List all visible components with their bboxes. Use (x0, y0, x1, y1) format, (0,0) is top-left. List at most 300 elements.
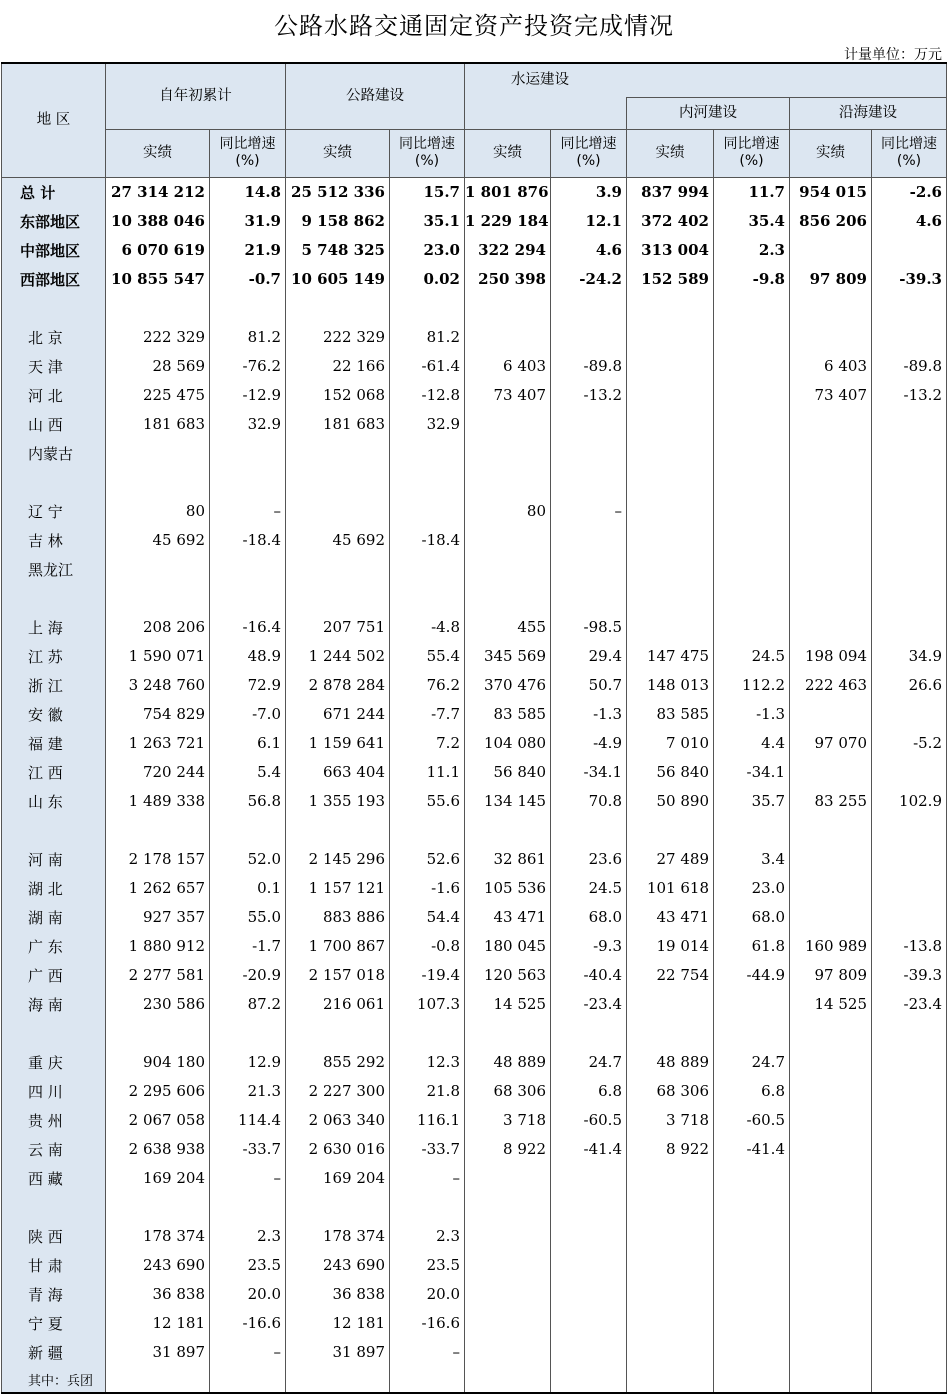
yoy-cell (714, 323, 790, 352)
table-row (2, 1164, 947, 1193)
table-row (2, 526, 947, 555)
header-yoy-label: 同比增速 (723, 136, 780, 152)
actual-cell (465, 1251, 551, 1280)
yoy-cell: 21.3 (210, 1077, 286, 1106)
actual-cell: 1 229 184 (465, 207, 551, 236)
actual-cell: 36 838 (106, 1280, 210, 1309)
yoy-cell (551, 1019, 627, 1048)
region-cell (2, 816, 106, 845)
actual-cell: 1 262 657 (106, 874, 210, 903)
yoy-cell: – (390, 1164, 465, 1193)
actual-cell (790, 1135, 872, 1164)
actual-cell: 45 692 (286, 526, 390, 555)
header-yoy (210, 129, 286, 177)
yoy-cell (714, 1222, 790, 1251)
actual-cell (790, 1338, 872, 1367)
yoy-cell: 23.5 (210, 1251, 286, 1280)
actual-cell: 10 605 149 (286, 265, 390, 294)
actual-cell: 48 889 (465, 1048, 551, 1077)
yoy-cell: 4.6 (872, 207, 947, 236)
table-row (2, 1019, 947, 1048)
actual-cell: 181 683 (286, 410, 390, 439)
yoy-cell: 23.5 (390, 1251, 465, 1280)
yoy-cell: -1.6 (390, 874, 465, 903)
actual-cell (627, 410, 714, 439)
yoy-cell: 35.1 (390, 207, 465, 236)
region-cell: 河 南 (2, 845, 106, 874)
table-row (2, 1367, 947, 1393)
yoy-cell: -16.6 (210, 1309, 286, 1338)
yoy-cell (210, 1019, 286, 1048)
header-actual: 实绩 (106, 129, 210, 177)
yoy-cell: 23.6 (551, 845, 627, 874)
actual-cell: 152 068 (286, 381, 390, 410)
actual-cell: 3 248 760 (106, 671, 210, 700)
actual-cell: 372 402 (627, 207, 714, 236)
yoy-cell (872, 1077, 947, 1106)
actual-cell: 105 536 (465, 874, 551, 903)
actual-cell: 222 329 (106, 323, 210, 352)
actual-cell: 169 204 (286, 1164, 390, 1193)
yoy-cell: -12.8 (390, 381, 465, 410)
yoy-cell: 76.2 (390, 671, 465, 700)
yoy-cell: -13.8 (872, 932, 947, 961)
yoy-cell (872, 1106, 947, 1135)
header-yoy-unit: (%) (576, 153, 601, 169)
actual-cell (790, 323, 872, 352)
yoy-cell: 35.4 (714, 207, 790, 236)
actual-cell (627, 613, 714, 642)
actual-cell: 68 306 (465, 1077, 551, 1106)
actual-cell (627, 555, 714, 584)
actual-cell (627, 1222, 714, 1251)
actual-cell: 27 489 (627, 845, 714, 874)
yoy-cell: -1.7 (210, 932, 286, 961)
yoy-cell (551, 468, 627, 497)
yoy-cell: -7.7 (390, 700, 465, 729)
yoy-cell (551, 526, 627, 555)
region-cell: 上 海 (2, 613, 106, 642)
actual-cell (465, 584, 551, 613)
actual-cell: 230 586 (106, 990, 210, 1019)
header-yoy (390, 129, 465, 177)
page-title: 公路水路交通固定资产投资完成情况 (274, 12, 674, 40)
actual-cell: 12 181 (286, 1309, 390, 1338)
yoy-cell: -98.5 (551, 613, 627, 642)
actual-cell (790, 555, 872, 584)
yoy-cell: 32.9 (390, 410, 465, 439)
yoy-cell: -39.3 (872, 265, 947, 294)
header-coastal: 沿海建设 (790, 97, 947, 129)
yoy-cell (714, 1164, 790, 1193)
region-cell: 四 川 (2, 1077, 106, 1106)
yoy-cell: 11.1 (390, 758, 465, 787)
header-actual: 实绩 (790, 129, 872, 177)
actual-cell: 225 475 (106, 381, 210, 410)
yoy-cell: 114.4 (210, 1106, 286, 1135)
investment-table (1, 62, 947, 1394)
yoy-cell (872, 874, 947, 903)
yoy-cell (872, 1193, 947, 1222)
yoy-cell (551, 1309, 627, 1338)
table-row (2, 410, 947, 439)
actual-cell: 345 569 (465, 642, 551, 671)
yoy-cell (872, 1135, 947, 1164)
actual-cell (106, 584, 210, 613)
yoy-cell (210, 555, 286, 584)
yoy-cell (872, 294, 947, 323)
actual-cell (286, 439, 390, 468)
actual-cell (790, 845, 872, 874)
yoy-cell: 21.9 (210, 236, 286, 265)
yoy-cell (714, 294, 790, 323)
actual-cell: 1 801 876 (465, 177, 551, 207)
yoy-cell (872, 700, 947, 729)
actual-cell: 169 204 (106, 1164, 210, 1193)
yoy-cell: 56.8 (210, 787, 286, 816)
yoy-cell: -44.9 (714, 961, 790, 990)
header-yoy (551, 129, 627, 177)
actual-cell: 45 692 (106, 526, 210, 555)
yoy-cell: 24.5 (714, 642, 790, 671)
table-row (2, 294, 947, 323)
region-cell: 河 北 (2, 381, 106, 410)
yoy-cell (390, 497, 465, 526)
yoy-cell (390, 1193, 465, 1222)
actual-cell (465, 468, 551, 497)
actual-cell: 28 569 (106, 352, 210, 381)
actual-cell: 22 166 (286, 352, 390, 381)
actual-cell (790, 903, 872, 932)
actual-cell: 1 159 641 (286, 729, 390, 758)
header-yoy-unit: (%) (235, 153, 260, 169)
yoy-cell: 107.3 (390, 990, 465, 1019)
yoy-cell: -41.4 (551, 1135, 627, 1164)
actual-cell (790, 410, 872, 439)
yoy-cell: -13.2 (551, 381, 627, 410)
yoy-cell: 68.0 (551, 903, 627, 932)
actual-cell (465, 1019, 551, 1048)
actual-cell: 2 157 018 (286, 961, 390, 990)
region-cell: 其中：兵团 (2, 1367, 106, 1393)
actual-cell: 6 403 (790, 352, 872, 381)
header-actual: 实绩 (627, 129, 714, 177)
yoy-cell (390, 1019, 465, 1048)
yoy-cell: 112.2 (714, 671, 790, 700)
yoy-cell: -7.0 (210, 700, 286, 729)
actual-cell: 1 700 867 (286, 932, 390, 961)
yoy-cell: -33.7 (390, 1135, 465, 1164)
yoy-cell: 87.2 (210, 990, 286, 1019)
yoy-cell: -4.8 (390, 613, 465, 642)
table-row (2, 729, 947, 758)
yoy-cell: -34.1 (714, 758, 790, 787)
yoy-cell: 3.9 (551, 177, 627, 207)
actual-cell: 147 475 (627, 642, 714, 671)
actual-cell: 152 589 (627, 265, 714, 294)
yoy-cell: 116.1 (390, 1106, 465, 1135)
yoy-cell (872, 584, 947, 613)
yoy-cell: 2.3 (210, 1222, 286, 1251)
actual-cell (465, 1280, 551, 1309)
actual-cell (106, 439, 210, 468)
actual-cell: 883 886 (286, 903, 390, 932)
actual-cell: 12 181 (106, 1309, 210, 1338)
actual-cell (627, 439, 714, 468)
actual-cell (790, 700, 872, 729)
actual-cell: 2 067 058 (106, 1106, 210, 1135)
header-yoy-unit: (%) (739, 153, 764, 169)
yoy-cell: 6.8 (714, 1077, 790, 1106)
actual-cell (106, 1019, 210, 1048)
yoy-cell (210, 294, 286, 323)
actual-cell (627, 468, 714, 497)
yoy-cell: 31.9 (210, 207, 286, 236)
yoy-cell (872, 1048, 947, 1077)
yoy-cell (551, 323, 627, 352)
actual-cell: 313 004 (627, 236, 714, 265)
region-cell: 广 东 (2, 932, 106, 961)
actual-cell: 80 (106, 497, 210, 526)
actual-cell: 104 080 (465, 729, 551, 758)
actual-cell: 97 809 (790, 961, 872, 990)
actual-cell (790, 1019, 872, 1048)
yoy-cell (872, 526, 947, 555)
header-waterway-spacer (465, 97, 627, 129)
actual-cell: 10 388 046 (106, 207, 210, 236)
yoy-cell: -89.8 (872, 352, 947, 381)
actual-cell: 2 178 157 (106, 845, 210, 874)
actual-cell (790, 468, 872, 497)
actual-cell: 10 855 547 (106, 265, 210, 294)
table-row (2, 1077, 947, 1106)
table-row (2, 845, 947, 874)
actual-cell: 2 630 016 (286, 1135, 390, 1164)
actual-cell: 455 (465, 613, 551, 642)
actual-cell (286, 816, 390, 845)
actual-cell: 68 306 (627, 1077, 714, 1106)
yoy-cell (872, 1164, 947, 1193)
actual-cell: 222 463 (790, 671, 872, 700)
yoy-cell (714, 1367, 790, 1393)
actual-cell: 663 404 (286, 758, 390, 787)
actual-cell: 3 718 (465, 1106, 551, 1135)
actual-cell (465, 1338, 551, 1367)
actual-cell: 27 314 212 (106, 177, 210, 207)
yoy-cell (210, 584, 286, 613)
yoy-cell (714, 555, 790, 584)
actual-cell: 1 355 193 (286, 787, 390, 816)
actual-cell (465, 816, 551, 845)
yoy-cell: 4.6 (551, 236, 627, 265)
yoy-cell: 26.6 (872, 671, 947, 700)
actual-cell: 2 145 296 (286, 845, 390, 874)
region-cell: 重 庆 (2, 1048, 106, 1077)
actual-cell: 1 244 502 (286, 642, 390, 671)
actual-cell (106, 1367, 210, 1393)
yoy-cell: 102.9 (872, 787, 947, 816)
yoy-cell (551, 439, 627, 468)
region-cell: 内蒙古 (2, 439, 106, 468)
yoy-cell: -2.6 (872, 177, 947, 207)
table-row (2, 207, 947, 236)
actual-cell: 3 718 (627, 1106, 714, 1135)
actual-cell: 2 277 581 (106, 961, 210, 990)
yoy-cell (551, 584, 627, 613)
yoy-cell (872, 410, 947, 439)
yoy-cell (714, 410, 790, 439)
region-cell: 吉 林 (2, 526, 106, 555)
actual-cell (627, 1280, 714, 1309)
table-row (2, 613, 947, 642)
actual-cell (790, 1106, 872, 1135)
yoy-cell: 12.1 (551, 207, 627, 236)
actual-cell: 2 227 300 (286, 1077, 390, 1106)
actual-cell: 856 206 (790, 207, 872, 236)
yoy-cell (714, 526, 790, 555)
yoy-cell: -33.7 (210, 1135, 286, 1164)
yoy-cell: 52.6 (390, 845, 465, 874)
table-row (2, 671, 947, 700)
actual-cell: 32 861 (465, 845, 551, 874)
table-row (2, 584, 947, 613)
actual-cell (790, 1367, 872, 1393)
yoy-cell: 4.4 (714, 729, 790, 758)
region-cell: 宁 夏 (2, 1309, 106, 1338)
yoy-cell: – (551, 497, 627, 526)
actual-cell (286, 294, 390, 323)
yoy-cell: -60.5 (714, 1106, 790, 1135)
yoy-cell (390, 584, 465, 613)
region-cell: 浙 江 (2, 671, 106, 700)
region-cell: 海 南 (2, 990, 106, 1019)
yoy-cell: 34.9 (872, 642, 947, 671)
table-row (2, 352, 947, 381)
actual-cell: 1 880 912 (106, 932, 210, 961)
header-cumulative: 自年初累计 (106, 63, 286, 129)
yoy-cell (872, 1222, 947, 1251)
table-row (2, 236, 947, 265)
actual-cell (286, 1193, 390, 1222)
actual-cell (790, 874, 872, 903)
header-yoy-unit: (%) (896, 153, 922, 169)
yoy-cell: 54.4 (390, 903, 465, 932)
yoy-cell: -60.5 (551, 1106, 627, 1135)
yoy-cell: 7.2 (390, 729, 465, 758)
actual-cell: 1 590 071 (106, 642, 210, 671)
actual-cell (286, 468, 390, 497)
header-highway: 公路建设 (286, 63, 465, 129)
yoy-cell: -13.2 (872, 381, 947, 410)
table-row (2, 700, 947, 729)
yoy-cell (714, 468, 790, 497)
actual-cell: 208 206 (106, 613, 210, 642)
table-row (2, 1193, 947, 1222)
actual-cell: 56 840 (627, 758, 714, 787)
yoy-cell (714, 1280, 790, 1309)
unit-label: 计量单位：万元 (844, 47, 942, 63)
yoy-cell: 24.7 (714, 1048, 790, 1077)
table-row (2, 468, 947, 497)
actual-cell: 180 045 (465, 932, 551, 961)
yoy-cell: 12.9 (210, 1048, 286, 1077)
actual-cell: 22 754 (627, 961, 714, 990)
yoy-cell: 81.2 (210, 323, 286, 352)
actual-cell: 855 292 (286, 1048, 390, 1077)
actual-cell: 48 889 (627, 1048, 714, 1077)
yoy-cell: -16.6 (390, 1309, 465, 1338)
table-row (2, 323, 947, 352)
yoy-cell: 55.4 (390, 642, 465, 671)
actual-cell: 322 294 (465, 236, 551, 265)
yoy-cell: 15.7 (390, 177, 465, 207)
yoy-cell (210, 816, 286, 845)
actual-cell: 8 922 (627, 1135, 714, 1164)
actual-cell (627, 1367, 714, 1393)
yoy-cell: 0.02 (390, 265, 465, 294)
region-cell: 西部地区 (2, 265, 106, 294)
yoy-cell: 32.9 (210, 410, 286, 439)
yoy-cell: -76.2 (210, 352, 286, 381)
actual-cell: 14 525 (790, 990, 872, 1019)
actual-cell (627, 1019, 714, 1048)
yoy-cell (872, 439, 947, 468)
actual-cell (790, 816, 872, 845)
actual-cell: 243 690 (106, 1251, 210, 1280)
yoy-cell (714, 584, 790, 613)
yoy-cell: -19.4 (390, 961, 465, 990)
yoy-cell (872, 816, 947, 845)
actual-cell: 720 244 (106, 758, 210, 787)
yoy-cell (714, 439, 790, 468)
actual-cell (790, 1048, 872, 1077)
yoy-cell (390, 294, 465, 323)
actual-cell: 2 638 938 (106, 1135, 210, 1164)
header-yoy-unit: (%) (414, 153, 440, 169)
actual-cell: 97 809 (790, 265, 872, 294)
yoy-cell: 12.3 (390, 1048, 465, 1077)
header-yoy-label: 同比增速 (560, 136, 617, 152)
yoy-cell: 35.7 (714, 787, 790, 816)
table-row (2, 439, 947, 468)
yoy-cell: 81.2 (390, 323, 465, 352)
actual-cell: 6 070 619 (106, 236, 210, 265)
actual-cell (286, 555, 390, 584)
actual-cell (790, 1309, 872, 1338)
yoy-cell (872, 323, 947, 352)
actual-cell: 9 158 862 (286, 207, 390, 236)
actual-cell: 837 994 (627, 177, 714, 207)
actual-cell: 36 838 (286, 1280, 390, 1309)
yoy-cell: 48.9 (210, 642, 286, 671)
actual-cell (465, 526, 551, 555)
actual-cell: 80 (465, 497, 551, 526)
actual-cell (286, 1367, 390, 1393)
yoy-cell (872, 1019, 947, 1048)
table-row (2, 265, 947, 294)
yoy-cell: -0.8 (390, 932, 465, 961)
yoy-cell: 55.0 (210, 903, 286, 932)
yoy-cell (551, 1367, 627, 1393)
region-cell: 湖 南 (2, 903, 106, 932)
actual-cell (790, 497, 872, 526)
region-cell: 云 南 (2, 1135, 106, 1164)
table-row (2, 816, 947, 845)
yoy-cell: 23.0 (390, 236, 465, 265)
yoy-cell (390, 816, 465, 845)
region-cell: 黑龙江 (2, 555, 106, 584)
yoy-cell: -1.3 (714, 700, 790, 729)
